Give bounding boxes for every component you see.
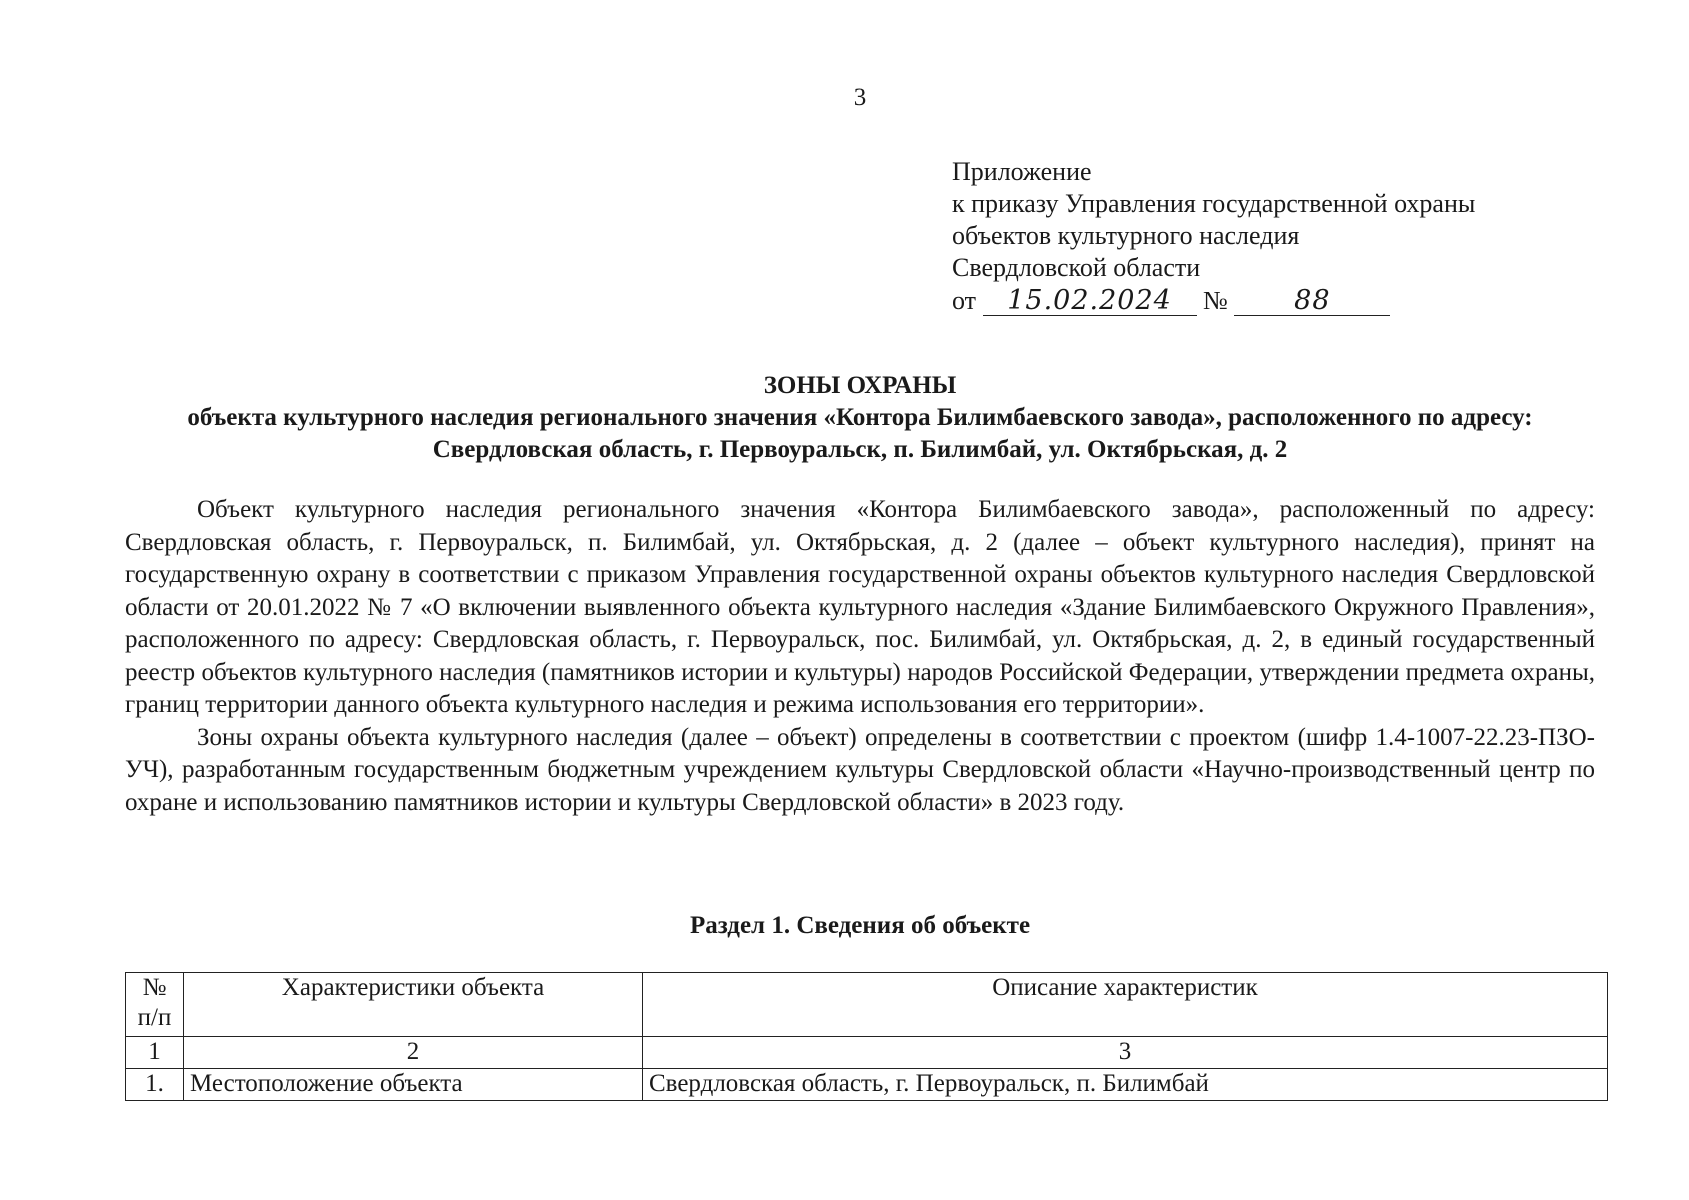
appendix-line: к приказу Управления государственной охраны — [952, 189, 1476, 218]
table-cell: 1. — [126, 1069, 184, 1101]
paragraph: Зоны охраны объекта культурного наследия (далее – объект) определены в соответствии с проектом (шифр 1.4-1007-22.23-ПЗО-УЧ), разработанным государственным бюджетным учреждением культуры Свердловской области «Научно-производственный центр по охране и использованию памятников истории и культуры Свердловской области» в 2023 году. — [125, 723, 1595, 816]
handwritten-number: 88 — [1234, 287, 1390, 316]
appendix-line: Приложение — [952, 157, 1092, 186]
column-number-cell: 3 — [643, 1037, 1608, 1069]
column-number-cell: 1 — [126, 1037, 184, 1069]
column-number-cell: 2 — [184, 1037, 643, 1069]
table-cell: Свердловская область, г. Первоуральск, п. Билимбай — [643, 1069, 1608, 1101]
paragraph: Объект культурного наследия регионального значения «Контора Билимбаевского завода», расположенный по адресу: Свердловская область, г. Первоуральск, п. Билимбай, ул. Октябрьская, д. 2 (далее – объект культурного наследия), принят на государственную охрану в соответствии с приказом Управления государственной охраны объектов культурного наследия Свердловской области от 20.01.2022 № 7 «О включении выявленного объекта культурного наследия «Здание Билимбаевского Окружного Правления», расположенного по адресу: Свердловская область, г. Первоуральск, пос. Билимбай, ул. Октябрьская, д. 2, в единый государственный реестр объектов культурного наследия (памятников истории и культуры) народов Российской Федерации, утверждении предмета охраны, границ территории данного объекта культурного наследия и режима использования его территории». — [125, 496, 1595, 718]
appendix-line: объектов культурного наследия — [952, 221, 1300, 250]
table-header-cell: Характеристики объекта — [184, 973, 643, 1037]
title-main: ЗОНЫ ОХРАНЫ — [763, 372, 957, 399]
table-header-row — [126, 973, 1608, 1037]
table-header-cell: № п/п — [126, 973, 184, 1037]
section-title: Раздел 1. Сведения об объекте — [689, 912, 1031, 939]
table-cell: Местоположение объекта — [184, 1069, 643, 1101]
page-number: 3 — [853, 84, 867, 111]
date-prefix: от — [952, 286, 977, 315]
table-row — [126, 1069, 1608, 1101]
document-title — [125, 370, 1595, 466]
table-header-cell: Описание характеристик — [643, 973, 1608, 1037]
table-column-number-row — [126, 1037, 1608, 1069]
handwritten-date: 15.02.2024 — [983, 287, 1197, 316]
appendix-block — [952, 156, 1475, 317]
order-date-number-line — [952, 285, 1475, 317]
body-text — [125, 494, 1595, 819]
appendix-line: Свердловской области — [952, 253, 1201, 282]
object-info-table — [125, 972, 1608, 1101]
title-subtitle: объекта культурного наследия регионального значения «Контора Билимбаевского завода», расположенного по адресу: Свердловская область, г. Первоуральск, п. Билимбай, ул. Октябрьская, д. 2 — [187, 404, 1533, 463]
number-prefix: № — [1203, 286, 1228, 315]
